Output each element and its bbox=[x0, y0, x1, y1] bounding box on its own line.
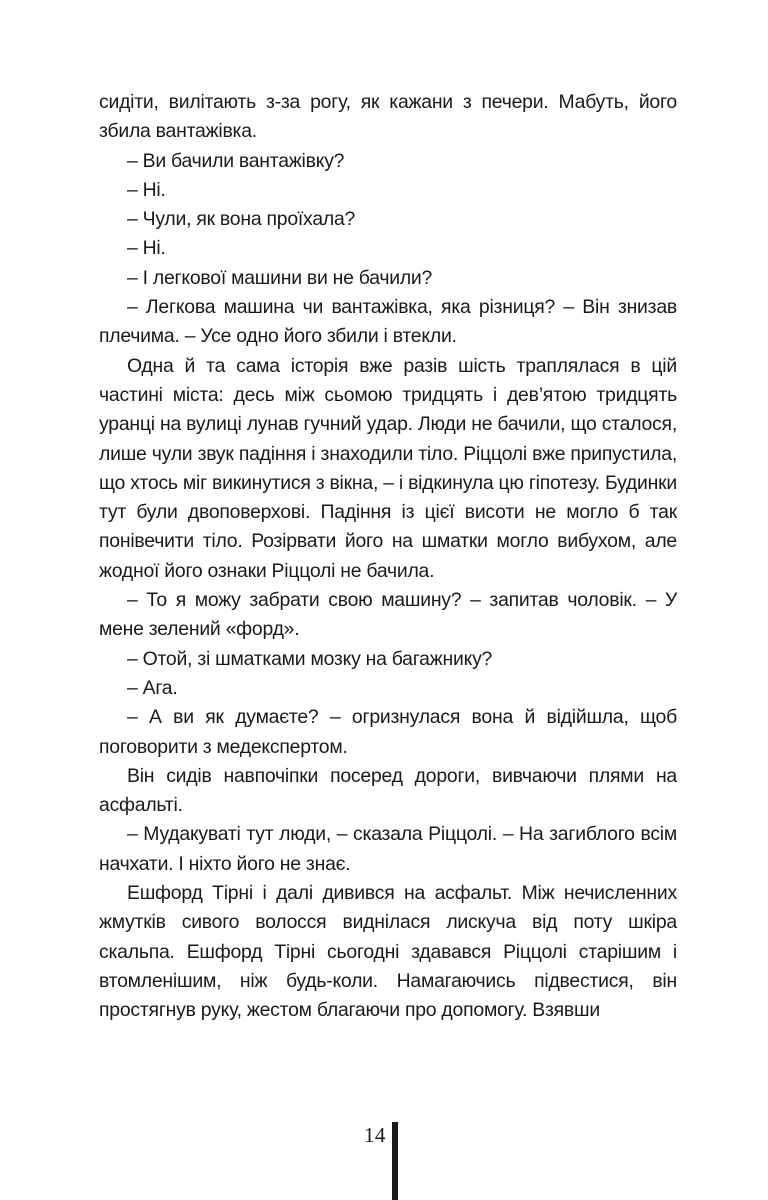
dialogue-line: – Отой, зі шматками мозку на багажнику? bbox=[127, 647, 493, 670]
footer-vertical-rule bbox=[392, 1122, 398, 1200]
paragraph-continuation: сидіти, вилітають з-за рогу, як кажани з печери. Мабуть, його збила вантажівка. bbox=[99, 91, 677, 143]
page-number: 14 bbox=[364, 1123, 386, 1147]
dialogue-line: – То я можу забрати свою машину? – запитав чоловік. – У мене зелений «форд». bbox=[99, 589, 677, 641]
dialogue-line: – Ви бачили вантажівку? bbox=[127, 149, 345, 172]
narrative-paragraph: Ешфорд Тірні і далі дивився на асфальт. Між нечисленних жмутків сивого волосся виднілася лискуча від поту шкіра скальпа. Ешфорд Тірні сьогодні здавався Ріццолі старішим і втомленішим, ніж будь-коли. Намагаючись підвестися, він простягнув руку, жестом благаючи про допомогу. Взявши bbox=[99, 882, 677, 1022]
dialogue-line: – І легкової машини ви не бачили? bbox=[127, 266, 433, 289]
page-text-column bbox=[99, 88, 677, 1026]
narrative-paragraph: Одна й та сама історія вже разів шість траплялася в цій частині міста: десь між сьомою тридцять і дев’ятою тридцять уранці на вулиці лунав гучний удар. Люди не бачили, що сталося, лише чули звук падіння і знаходили тіло. Ріццолі вже припустила, що хтось міг викинутися з вікна, – і відкинула цю гіпотезу. Будинки тут були двоповерхові. Падіння із цієї висоти не могло б так понівечити тіло. Розірвати його на шматки могло вибухом, але жодної його ознаки Ріццолі не бачила. bbox=[99, 354, 677, 582]
dialogue-line: – Чули, як вона проїхала? bbox=[127, 208, 356, 231]
dialogue-line: – А ви як думаєте? – огризнулася вона й відійшла, щоб поговорити з медекспертом. bbox=[99, 706, 677, 758]
dialogue-line: – Ні. bbox=[127, 237, 166, 260]
dialogue-line: – Ага. bbox=[127, 676, 178, 699]
dialogue-line: – Легкова машина чи вантажівка, яка різниця? – Він знизав плечима. – Усе одно його збили і втекли. bbox=[99, 296, 677, 348]
dialogue-line: – Ні. bbox=[127, 178, 166, 201]
narrative-paragraph: Він сидів навпочіпки посеред дороги, вивчаючи плями на асфальті. bbox=[99, 764, 677, 817]
dialogue-line: – Мудакуваті тут люди, – сказала Ріццолі. – На загиблого всім начхати. І ніхто його не знає. bbox=[99, 823, 677, 875]
page-footer bbox=[0, 1118, 768, 1200]
